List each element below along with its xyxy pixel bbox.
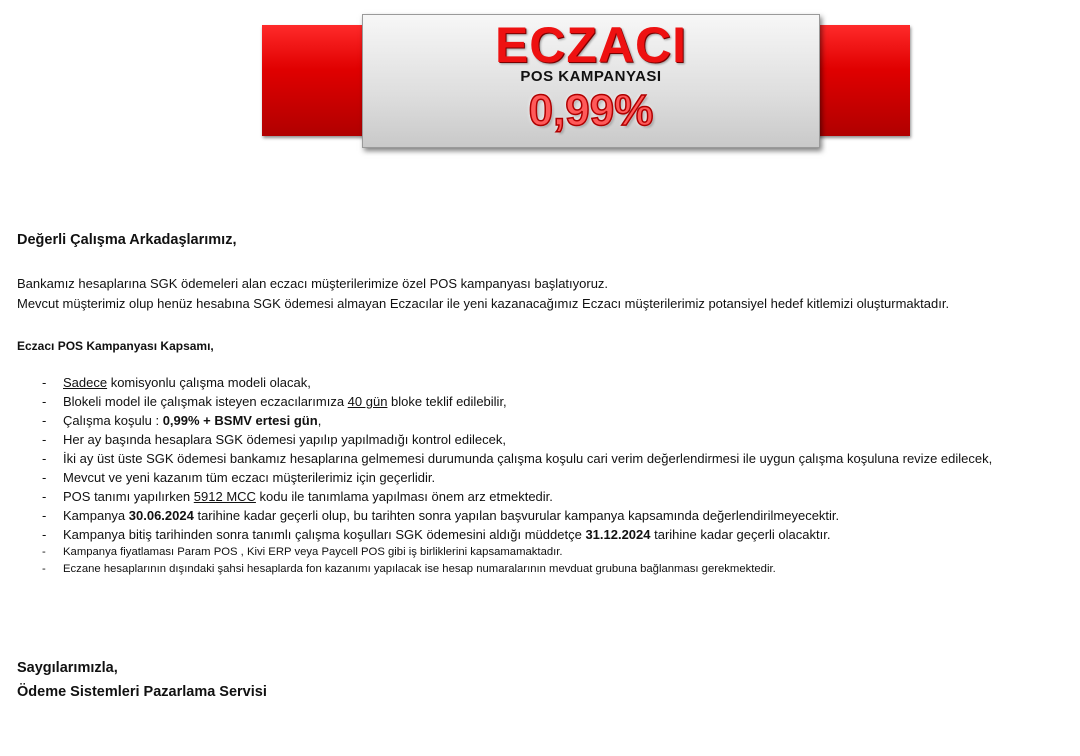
item-text: , [317, 413, 322, 428]
list-item [17, 449, 1077, 468]
bullet-dash: - [42, 489, 47, 504]
item-text: Çalışma koşulu : [63, 413, 163, 428]
item-text: Kampanya bitiş tarihinden sonra tanımlı çalışma koşulları SGK ödemesini aldığı müddetçe [63, 527, 586, 542]
campaign-banner [262, 14, 910, 148]
intro-paragraph-1: Bankamız hesaplarına SGK ödemeleri alan eczacı müşterilerimize özel POS kampanyası başlatıyoruz. [17, 276, 609, 291]
list-item [17, 525, 1077, 544]
banner-left-red-bar [262, 25, 366, 136]
item-bold-text: 30.06.2024 [128, 508, 194, 523]
bullet-dash: - [42, 375, 47, 390]
item-text: komisyonlu çalışma modeli olacak, [107, 375, 311, 390]
item-text: Eczane hesaplarının dışındaki şahsi hesaplarda fon kazanımı yapılacak ise hesap numaralarının mevduat grubuna bağlanması gerekmektedir. [63, 563, 776, 575]
list-item [17, 544, 1077, 561]
bullet-dash: - [42, 546, 46, 558]
item-text: Her ay başında hesaplara SGK ödemesi yapılıp yapılmadığı kontrol edilecek, [63, 432, 506, 447]
item-bold-text: 31.12.2024 [585, 527, 651, 542]
item-underlined-text: 5912 MCC [193, 489, 256, 504]
item-text: Mevcut ve yeni kazanım tüm eczacı müşterilerimiz için geçerlidir. [63, 470, 436, 485]
item-text: bloke teklif edilebilir, [387, 394, 507, 409]
closing-signature: Ödeme Sistemleri Pazarlama Servisi [17, 684, 267, 700]
list-item [17, 468, 1077, 487]
list-item [17, 373, 1077, 392]
list-item [17, 411, 1077, 430]
banner-right-red-bar [816, 25, 910, 136]
bullet-dash: - [42, 508, 47, 523]
intro-paragraph-2: Mevcut müşterimiz olup henüz hesabına SGK ödemesi almayan Eczacılar ile yeni kazanacağımız Eczacı müşterilerimiz potansiyel hedef kitlemizi oluşturmaktadır. [17, 296, 950, 311]
bullet-dash: - [42, 527, 47, 542]
banner-title: ECZACI [494, 17, 688, 73]
item-underlined-text: Sadece [63, 375, 108, 390]
list-item [17, 561, 1077, 578]
closing-regards: Saygılarımızla, [17, 660, 118, 676]
item-underlined-text: 40 gün [347, 394, 388, 409]
item-text: tarihine kadar geçerli olup, bu tarihten sonra yapılan başvurular kampanya kapsamında değerlendirilmeyecektir. [193, 508, 840, 523]
list-item [17, 392, 1077, 411]
list-item [17, 430, 1077, 449]
item-text: İki ay üst üste SGK ödemesi bankamız hesaplarına gelmemesi durumunda çalışma koşulu cari verim değerlendirmesi ile uygun çalışma koşuluna revize edilecek, [63, 451, 993, 466]
item-text: Blokeli model ile çalışmak isteyen eczacılarımıza [63, 394, 348, 409]
banner-rate: 0,99% [528, 86, 654, 135]
item-text: tarihine kadar geçerli olacaktır. [650, 527, 831, 542]
list-item [17, 506, 1077, 525]
list-item [17, 487, 1077, 506]
banner-subtitle: POS KAMPANYASI [520, 68, 662, 85]
bullet-dash: - [42, 470, 47, 485]
scope-title: Eczacı POS Kampanyası Kapsamı, [17, 339, 214, 353]
closing-block [17, 656, 267, 704]
banner-center-box [362, 14, 820, 148]
item-text: POS tanımı yapılırken [63, 489, 194, 504]
bullet-dash: - [42, 432, 47, 447]
bullet-dash: - [42, 451, 47, 466]
campaign-terms-list [17, 373, 1077, 578]
item-text: Kampanya [63, 508, 129, 523]
item-text: Kampanya fiyatlaması Param POS , Kivi ERP veya Paycell POS gibi iş birliklerini kapsamamaktadır. [63, 546, 563, 558]
bullet-dash: - [42, 394, 47, 409]
item-text: kodu ile tanımlama yapılması önem arz etmektedir. [255, 489, 553, 504]
bullet-dash: - [42, 563, 46, 575]
bullet-dash: - [42, 413, 47, 428]
item-bold-text: 0,99% + BSMV ertesi gün [162, 413, 318, 428]
greeting: Değerli Çalışma Arkadaşlarımız, [17, 232, 237, 248]
